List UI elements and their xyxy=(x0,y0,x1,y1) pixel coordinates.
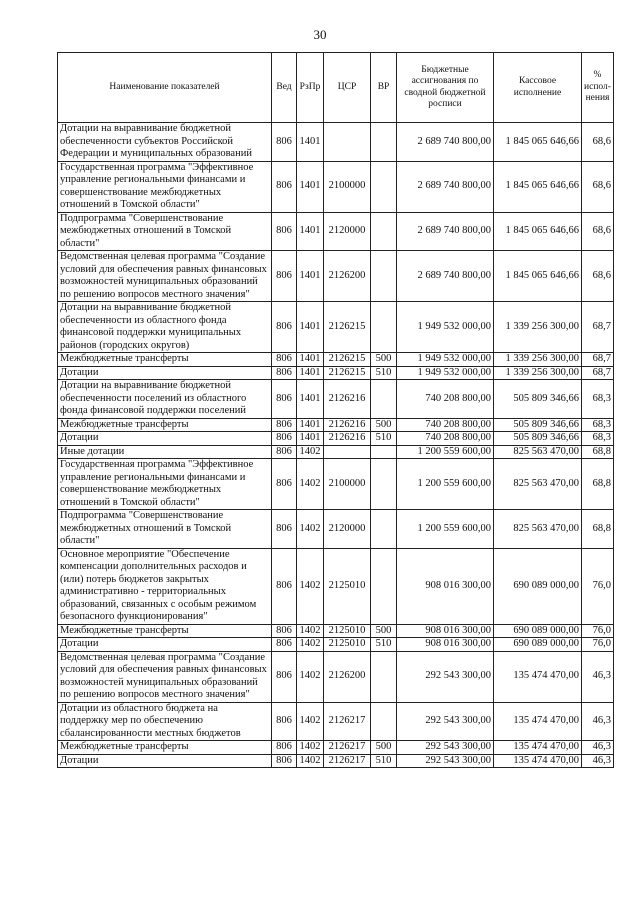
cell-budget: 1 200 559 600,00 xyxy=(397,459,494,510)
cell-cash: 505 809 346,66 xyxy=(494,380,582,419)
cell-budget: 740 208 800,00 xyxy=(397,432,494,446)
cell-cash: 825 563 470,00 xyxy=(494,510,582,549)
cell-pct: 46,3 xyxy=(582,741,614,755)
table-header xyxy=(58,53,614,123)
cell-cash: 135 474 470,00 xyxy=(494,651,582,702)
cell-csr: 2125010 xyxy=(324,548,371,624)
cell-cash: 1 339 256 300,00 xyxy=(494,302,582,353)
cell-vr xyxy=(371,161,397,212)
cell-pct: 68,3 xyxy=(582,380,614,419)
cell-budget: 1 949 532 000,00 xyxy=(397,302,494,353)
cell-budget: 2 689 740 800,00 xyxy=(397,161,494,212)
table-row xyxy=(58,741,614,755)
cell-budget: 292 543 300,00 xyxy=(397,754,494,768)
cell-ved: 806 xyxy=(272,432,297,446)
cell-name: Межбюджетные трансферты xyxy=(58,353,272,367)
cell-name: Межбюджетные трансферты xyxy=(58,418,272,432)
cell-ved: 806 xyxy=(272,418,297,432)
cell-vr: 510 xyxy=(371,432,397,446)
table-row xyxy=(58,251,614,302)
table-row xyxy=(58,161,614,212)
table-row xyxy=(58,754,614,768)
cell-cash: 1 339 256 300,00 xyxy=(494,353,582,367)
cell-rzpr: 1401 xyxy=(297,123,324,162)
cell-name: Дотации на выравнивание бюджетной обеспеченности субъектов Российской Федерации и муниципальных образований xyxy=(58,123,272,162)
cell-csr: 2100000 xyxy=(324,459,371,510)
cell-vr xyxy=(371,548,397,624)
cell-vr: 500 xyxy=(371,418,397,432)
cell-csr: 2126217 xyxy=(324,741,371,755)
cell-budget: 1 200 559 600,00 xyxy=(397,510,494,549)
cell-pct: 68,7 xyxy=(582,302,614,353)
cell-ved: 806 xyxy=(272,445,297,459)
cell-ved: 806 xyxy=(272,638,297,652)
cell-name: Дотации из областного бюджета на поддержку мер по обеспечению сбалансированности местных бюджетов xyxy=(58,702,272,741)
budget-table xyxy=(57,52,614,768)
cell-rzpr: 1402 xyxy=(297,638,324,652)
cell-pct: 46,3 xyxy=(582,754,614,768)
cell-cash: 505 809 346,66 xyxy=(494,418,582,432)
table-row xyxy=(58,212,614,251)
cell-pct: 68,8 xyxy=(582,445,614,459)
cell-ved: 806 xyxy=(272,366,297,380)
cell-pct: 68,3 xyxy=(582,432,614,446)
header-name: Наименование показателей xyxy=(58,53,272,123)
table-row xyxy=(58,418,614,432)
cell-budget: 2 689 740 800,00 xyxy=(397,212,494,251)
cell-rzpr: 1401 xyxy=(297,418,324,432)
cell-rzpr: 1402 xyxy=(297,651,324,702)
cell-rzpr: 1402 xyxy=(297,754,324,768)
cell-csr xyxy=(324,123,371,162)
cell-pct: 68,3 xyxy=(582,418,614,432)
cell-cash: 690 089 000,00 xyxy=(494,624,582,638)
cell-name: Межбюджетные трансферты xyxy=(58,624,272,638)
cell-pct: 68,7 xyxy=(582,353,614,367)
cell-vr: 510 xyxy=(371,638,397,652)
cell-cash: 690 089 000,00 xyxy=(494,548,582,624)
cell-ved: 806 xyxy=(272,754,297,768)
cell-vr: 500 xyxy=(371,353,397,367)
cell-csr: 2126216 xyxy=(324,380,371,419)
cell-pct: 76,0 xyxy=(582,624,614,638)
cell-vr: 500 xyxy=(371,741,397,755)
cell-cash: 825 563 470,00 xyxy=(494,459,582,510)
table-row xyxy=(58,123,614,162)
cell-rzpr: 1402 xyxy=(297,548,324,624)
cell-csr: 2125010 xyxy=(324,638,371,652)
cell-csr: 2126216 xyxy=(324,418,371,432)
cell-vr xyxy=(371,380,397,419)
cell-vr: 500 xyxy=(371,624,397,638)
cell-name: Дотации xyxy=(58,754,272,768)
cell-csr: 2126215 xyxy=(324,366,371,380)
cell-ved: 806 xyxy=(272,380,297,419)
cell-budget: 908 016 300,00 xyxy=(397,638,494,652)
cell-ved: 806 xyxy=(272,123,297,162)
header-vr: ВР xyxy=(371,53,397,123)
cell-budget: 1 949 532 000,00 xyxy=(397,366,494,380)
cell-csr: 2126200 xyxy=(324,251,371,302)
cell-csr: 2126215 xyxy=(324,302,371,353)
cell-name: Межбюджетные трансферты xyxy=(58,741,272,755)
cell-pct: 68,8 xyxy=(582,510,614,549)
header-csr: ЦСР xyxy=(324,53,371,123)
cell-name: Подпрограмма "Совершенствование межбюджетных отношений в Томской области" xyxy=(58,212,272,251)
header-rzpr: РзПр xyxy=(297,53,324,123)
cell-budget: 740 208 800,00 xyxy=(397,418,494,432)
cell-vr xyxy=(371,445,397,459)
cell-cash: 1 339 256 300,00 xyxy=(494,366,582,380)
cell-ved: 806 xyxy=(272,353,297,367)
cell-ved: 806 xyxy=(272,741,297,755)
cell-rzpr: 1402 xyxy=(297,510,324,549)
cell-budget: 908 016 300,00 xyxy=(397,624,494,638)
cell-name: Подпрограмма "Совершенствование межбюджетных отношений в Томской области" xyxy=(58,510,272,549)
header-ved: Вед xyxy=(272,53,297,123)
cell-csr: 2100000 xyxy=(324,161,371,212)
cell-budget: 908 016 300,00 xyxy=(397,548,494,624)
cell-budget: 2 689 740 800,00 xyxy=(397,251,494,302)
cell-cash: 135 474 470,00 xyxy=(494,754,582,768)
cell-rzpr: 1401 xyxy=(297,432,324,446)
header-budget: Бюджетные ассигнования по сводной бюджетной росписи xyxy=(397,53,494,123)
cell-vr xyxy=(371,510,397,549)
cell-pct: 68,8 xyxy=(582,459,614,510)
cell-pct: 68,6 xyxy=(582,123,614,162)
cell-ved: 806 xyxy=(272,651,297,702)
table-row xyxy=(58,548,614,624)
header-cash: Кассовое исполнение xyxy=(494,53,582,123)
cell-budget: 1 949 532 000,00 xyxy=(397,353,494,367)
cell-name: Дотации на выравнивание бюджетной обеспеченности поселений из областного фонда финансовой поддержки поселений xyxy=(58,380,272,419)
cell-ved: 806 xyxy=(272,302,297,353)
cell-rzpr: 1401 xyxy=(297,302,324,353)
cell-vr: 510 xyxy=(371,754,397,768)
cell-name: Государственная программа "Эффективное управление региональными финансами и совершенствование межбюджетных отношений в Томской области" xyxy=(58,161,272,212)
cell-name: Дотации на выравнивание бюджетной обеспеченности из областного фонда финансовой поддержки муниципальных районов (городских округов) xyxy=(58,302,272,353)
cell-ved: 806 xyxy=(272,624,297,638)
cell-csr: 2120000 xyxy=(324,510,371,549)
cell-csr: 2126217 xyxy=(324,754,371,768)
cell-rzpr: 1402 xyxy=(297,459,324,510)
cell-rzpr: 1402 xyxy=(297,741,324,755)
cell-cash: 135 474 470,00 xyxy=(494,741,582,755)
cell-name: Дотации xyxy=(58,432,272,446)
cell-vr xyxy=(371,459,397,510)
cell-vr: 510 xyxy=(371,366,397,380)
table-row xyxy=(58,702,614,741)
cell-pct: 68,7 xyxy=(582,366,614,380)
cell-budget: 740 208 800,00 xyxy=(397,380,494,419)
cell-name: Ведомственная целевая программа "Создание условий для обеспечения равных финансовых возможностей муниципальных образований по решению вопросов местного значения" xyxy=(58,251,272,302)
cell-name: Дотации xyxy=(58,366,272,380)
cell-cash: 690 089 000,00 xyxy=(494,638,582,652)
table-row xyxy=(58,459,614,510)
cell-ved: 806 xyxy=(272,251,297,302)
cell-pct: 68,6 xyxy=(582,251,614,302)
cell-name: Иные дотации xyxy=(58,445,272,459)
cell-cash: 825 563 470,00 xyxy=(494,445,582,459)
cell-pct: 76,0 xyxy=(582,548,614,624)
cell-budget: 292 543 300,00 xyxy=(397,702,494,741)
cell-rzpr: 1401 xyxy=(297,366,324,380)
table-row xyxy=(58,302,614,353)
table-row xyxy=(58,380,614,419)
cell-rzpr: 1401 xyxy=(297,161,324,212)
cell-vr xyxy=(371,651,397,702)
table-row xyxy=(58,624,614,638)
cell-cash: 505 809 346,66 xyxy=(494,432,582,446)
cell-pct: 68,6 xyxy=(582,212,614,251)
cell-csr: 2126200 xyxy=(324,651,371,702)
cell-csr: 2126217 xyxy=(324,702,371,741)
cell-ved: 806 xyxy=(272,212,297,251)
cell-pct: 68,6 xyxy=(582,161,614,212)
cell-csr: 2126216 xyxy=(324,432,371,446)
table-row xyxy=(58,638,614,652)
cell-budget: 292 543 300,00 xyxy=(397,651,494,702)
cell-cash: 1 845 065 646,66 xyxy=(494,251,582,302)
cell-vr xyxy=(371,123,397,162)
cell-pct: 76,0 xyxy=(582,638,614,652)
cell-ved: 806 xyxy=(272,702,297,741)
table-row xyxy=(58,651,614,702)
cell-vr xyxy=(371,702,397,741)
cell-cash: 135 474 470,00 xyxy=(494,702,582,741)
cell-budget: 2 689 740 800,00 xyxy=(397,123,494,162)
header-pct: % испол-нения xyxy=(582,53,614,123)
table-row xyxy=(58,510,614,549)
table-body xyxy=(58,123,614,768)
cell-vr xyxy=(371,251,397,302)
cell-name: Дотации xyxy=(58,638,272,652)
page-number: 30 xyxy=(313,27,327,42)
cell-budget: 292 543 300,00 xyxy=(397,741,494,755)
cell-ved: 806 xyxy=(272,548,297,624)
cell-name: Государственная программа "Эффективное управление региональными финансами и совершенствование межбюджетных отношений в Томской области" xyxy=(58,459,272,510)
cell-csr: 2120000 xyxy=(324,212,371,251)
cell-csr xyxy=(324,445,371,459)
cell-cash: 1 845 065 646,66 xyxy=(494,123,582,162)
cell-pct: 46,3 xyxy=(582,702,614,741)
cell-pct: 46,3 xyxy=(582,651,614,702)
cell-rzpr: 1402 xyxy=(297,702,324,741)
cell-rzpr: 1401 xyxy=(297,353,324,367)
cell-rzpr: 1401 xyxy=(297,251,324,302)
cell-csr: 2126215 xyxy=(324,353,371,367)
table-row xyxy=(58,432,614,446)
cell-rzpr: 1401 xyxy=(297,212,324,251)
cell-vr xyxy=(371,302,397,353)
cell-rzpr: 1402 xyxy=(297,624,324,638)
cell-csr: 2125010 xyxy=(324,624,371,638)
cell-name: Ведомственная целевая программа "Создание условий для обеспечения равных финансовых возможностей муниципальных образований по решению вопросов местного значения" xyxy=(58,651,272,702)
cell-cash: 1 845 065 646,66 xyxy=(494,212,582,251)
cell-ved: 806 xyxy=(272,510,297,549)
cell-ved: 806 xyxy=(272,161,297,212)
table-row xyxy=(58,353,614,367)
cell-rzpr: 1402 xyxy=(297,445,324,459)
cell-name: Основное мероприятие "Обеспечение компенсации дополнительных расходов и (или) потерь бюджетов закрытых административно - территориальных образований, связанных с особым режимом безопасного функционирования" xyxy=(58,548,272,624)
cell-rzpr: 1401 xyxy=(297,380,324,419)
cell-vr xyxy=(371,212,397,251)
cell-budget: 1 200 559 600,00 xyxy=(397,445,494,459)
table-row xyxy=(58,445,614,459)
cell-cash: 1 845 065 646,66 xyxy=(494,161,582,212)
table-row xyxy=(58,366,614,380)
cell-ved: 806 xyxy=(272,459,297,510)
